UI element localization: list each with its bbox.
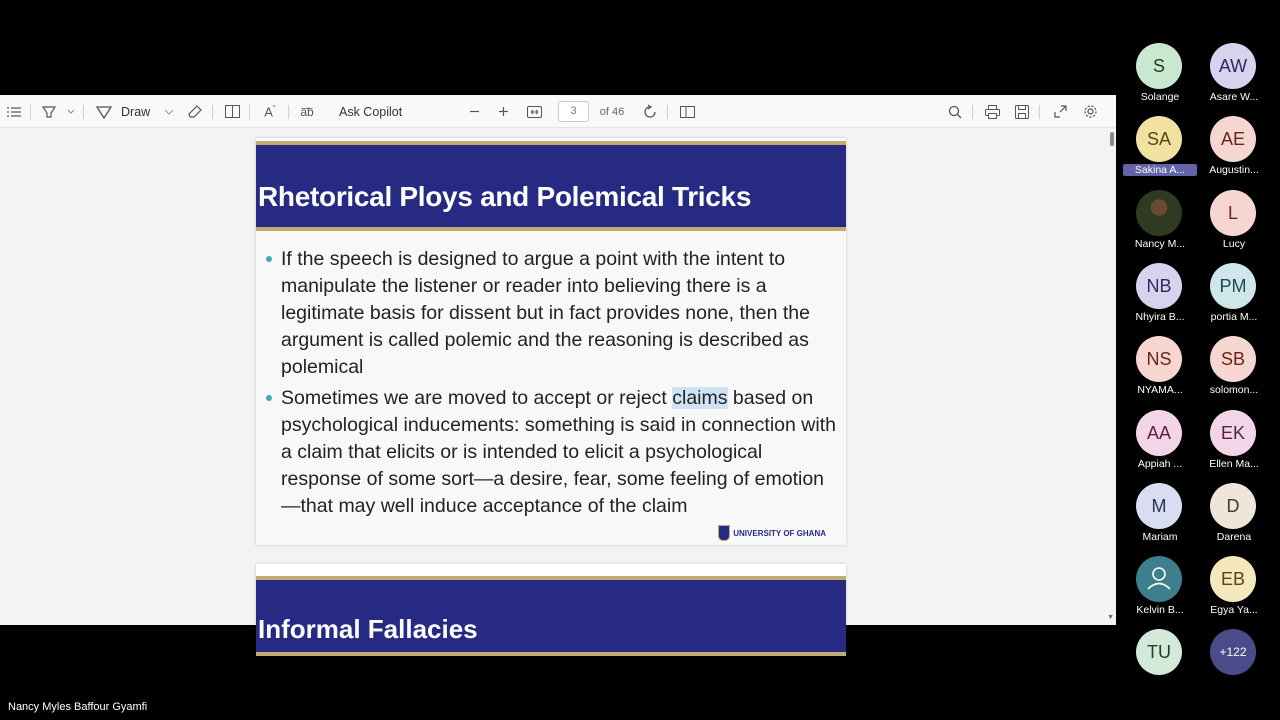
crest-icon <box>718 525 730 541</box>
avatar: EB <box>1210 556 1256 602</box>
participant-tile[interactable] <box>1123 483 1197 555</box>
participant-name: Kelvin B... <box>1136 604 1184 617</box>
participant-tile[interactable] <box>1197 483 1271 555</box>
pdf-viewer[interactable] <box>0 128 1116 644</box>
participant-tile[interactable] <box>1123 336 1197 408</box>
read-aloud-icon[interactable]: $A^ʺ$ <box>264 103 276 120</box>
participant-name: Ellen Ma... <box>1209 457 1259 470</box>
slide-title-band <box>256 141 846 231</box>
page-view-icon[interactable] <box>223 95 241 128</box>
slide-title: Informal Fallacies <box>258 614 478 644</box>
draw-icon <box>96 105 112 119</box>
participant-name: Nhyira B... <box>1135 310 1185 323</box>
participant-tile[interactable] <box>1123 410 1197 482</box>
participant-name: Egya Ya... <box>1210 604 1258 617</box>
participant-name: portia M... <box>1210 310 1258 323</box>
eraser-icon[interactable] <box>186 95 204 128</box>
logo-text: UNIVERSITY OF GHANA <box>733 528 826 538</box>
scroll-down-icon[interactable]: ▼ <box>1107 614 1114 621</box>
pdf-toolbar <box>0 95 1116 128</box>
presenter-name: Nancy Myles Baffour Gyamfi <box>8 701 148 713</box>
participant-tile[interactable] <box>1197 190 1271 262</box>
bullet-text-before: Sometimes we are moved to accept or reject <box>281 387 673 409</box>
search-highlight: claims <box>672 387 728 409</box>
participant-tile[interactable] <box>1123 629 1197 701</box>
avatar: NS <box>1136 336 1182 382</box>
chevron-down-icon <box>164 108 174 116</box>
avatar: SA <box>1136 116 1182 162</box>
participant-name: Appiah ... <box>1137 457 1183 470</box>
bullet-text-after: based on psychological inducements: something is said in connection with a claim that elicits or is intended to elicit a psychological response of some sort—a desire, fear, some feeling of emotion—that may well induce acceptance of the claim <box>281 387 836 517</box>
participant-tile[interactable] <box>1123 556 1197 628</box>
save-icon[interactable] <box>1013 95 1031 128</box>
participant-name: Asare W... <box>1209 91 1259 103</box>
search-icon[interactable] <box>946 95 964 128</box>
scrollbar-thumb[interactable] <box>1110 132 1114 146</box>
zoom-out-icon[interactable] <box>466 95 482 128</box>
bullet-text: If the speech is designed to argue a point with the intent to manipulate the listener or reader into believing there is a legitimate basis for dissent but in fact provides none, then the argument is called polemic and the reasoning is described as polemical <box>281 248 810 378</box>
contents-icon[interactable] <box>5 95 23 128</box>
participant-name: solomon... <box>1209 384 1259 397</box>
slide-page <box>256 564 846 644</box>
avatar: NB <box>1136 263 1182 309</box>
participant-tile[interactable] <box>1197 556 1271 628</box>
shared-screen <box>0 95 1116 644</box>
participant-name: Augustin... <box>1209 164 1259 177</box>
participant-name: NYAMA... <box>1137 384 1183 397</box>
avatar: AE <box>1210 116 1256 162</box>
slide-bullets <box>266 246 838 524</box>
zoom-in-icon[interactable] <box>495 95 511 128</box>
bullet-dot-icon <box>266 256 272 262</box>
participant-name: Nancy M... <box>1134 237 1186 250</box>
participant-tile[interactable] <box>1123 116 1197 188</box>
page-total-label: of 46 <box>599 105 625 118</box>
avatar: AW <box>1210 43 1256 89</box>
slide-title-band <box>256 576 846 656</box>
participant-tile[interactable] <box>1197 263 1271 335</box>
settings-gear-icon[interactable] <box>1081 95 1099 128</box>
participant-tile[interactable] <box>1197 116 1271 188</box>
university-logo <box>718 525 826 541</box>
draw-button[interactable] <box>96 95 172 128</box>
bullet-item <box>266 246 838 381</box>
avatar <box>1136 190 1182 236</box>
participant-name: Solange <box>1140 91 1180 103</box>
page-number-input[interactable]: 3 <box>558 101 589 122</box>
avatar: L <box>1210 190 1256 236</box>
bullet-dot-icon <box>266 395 272 401</box>
participant-tile[interactable] <box>1123 43 1197 115</box>
avatar: AA <box>1136 410 1182 456</box>
person-icon <box>1136 556 1182 602</box>
participant-tile[interactable] <box>1197 629 1271 701</box>
participant-tile[interactable] <box>1197 43 1271 115</box>
participant-name: Darena <box>1216 530 1252 543</box>
participant-tile[interactable] <box>1197 410 1271 482</box>
print-icon[interactable] <box>983 95 1001 128</box>
avatar: M <box>1136 483 1182 529</box>
avatar: TU <box>1136 629 1182 675</box>
avatar: D <box>1210 483 1256 529</box>
translate-icon[interactable]: a͞b <box>300 104 314 119</box>
participant-tile[interactable] <box>1123 263 1197 335</box>
ask-copilot-button[interactable] <box>332 95 412 128</box>
draw-label: Draw <box>121 104 151 119</box>
avatar: S <box>1136 43 1182 89</box>
avatar <box>1136 556 1182 602</box>
two-page-view-icon[interactable] <box>678 95 696 128</box>
participant-tile[interactable] <box>1123 190 1197 262</box>
ask-copilot-label: Ask Copilot <box>339 104 403 119</box>
participant-tile[interactable] <box>1197 336 1271 408</box>
slide-page <box>256 138 846 545</box>
participant-name: Mariam <box>1142 530 1178 543</box>
expand-icon[interactable] <box>1051 95 1069 128</box>
avatar: PM <box>1210 263 1256 309</box>
more-participants-button: +122 <box>1210 629 1256 675</box>
bullet-item <box>266 385 838 520</box>
avatar: EK <box>1210 410 1256 456</box>
highlight-tool-icon[interactable] <box>40 95 76 128</box>
avatar: SB <box>1210 336 1256 382</box>
rotate-icon[interactable] <box>641 95 659 128</box>
participant-name: Sakina A... <box>1123 164 1197 176</box>
slide-title: Rhetorical Ploys and Polemical Tricks <box>258 181 752 212</box>
fit-width-icon[interactable] <box>525 95 543 128</box>
participant-name: Lucy <box>1222 237 1246 250</box>
